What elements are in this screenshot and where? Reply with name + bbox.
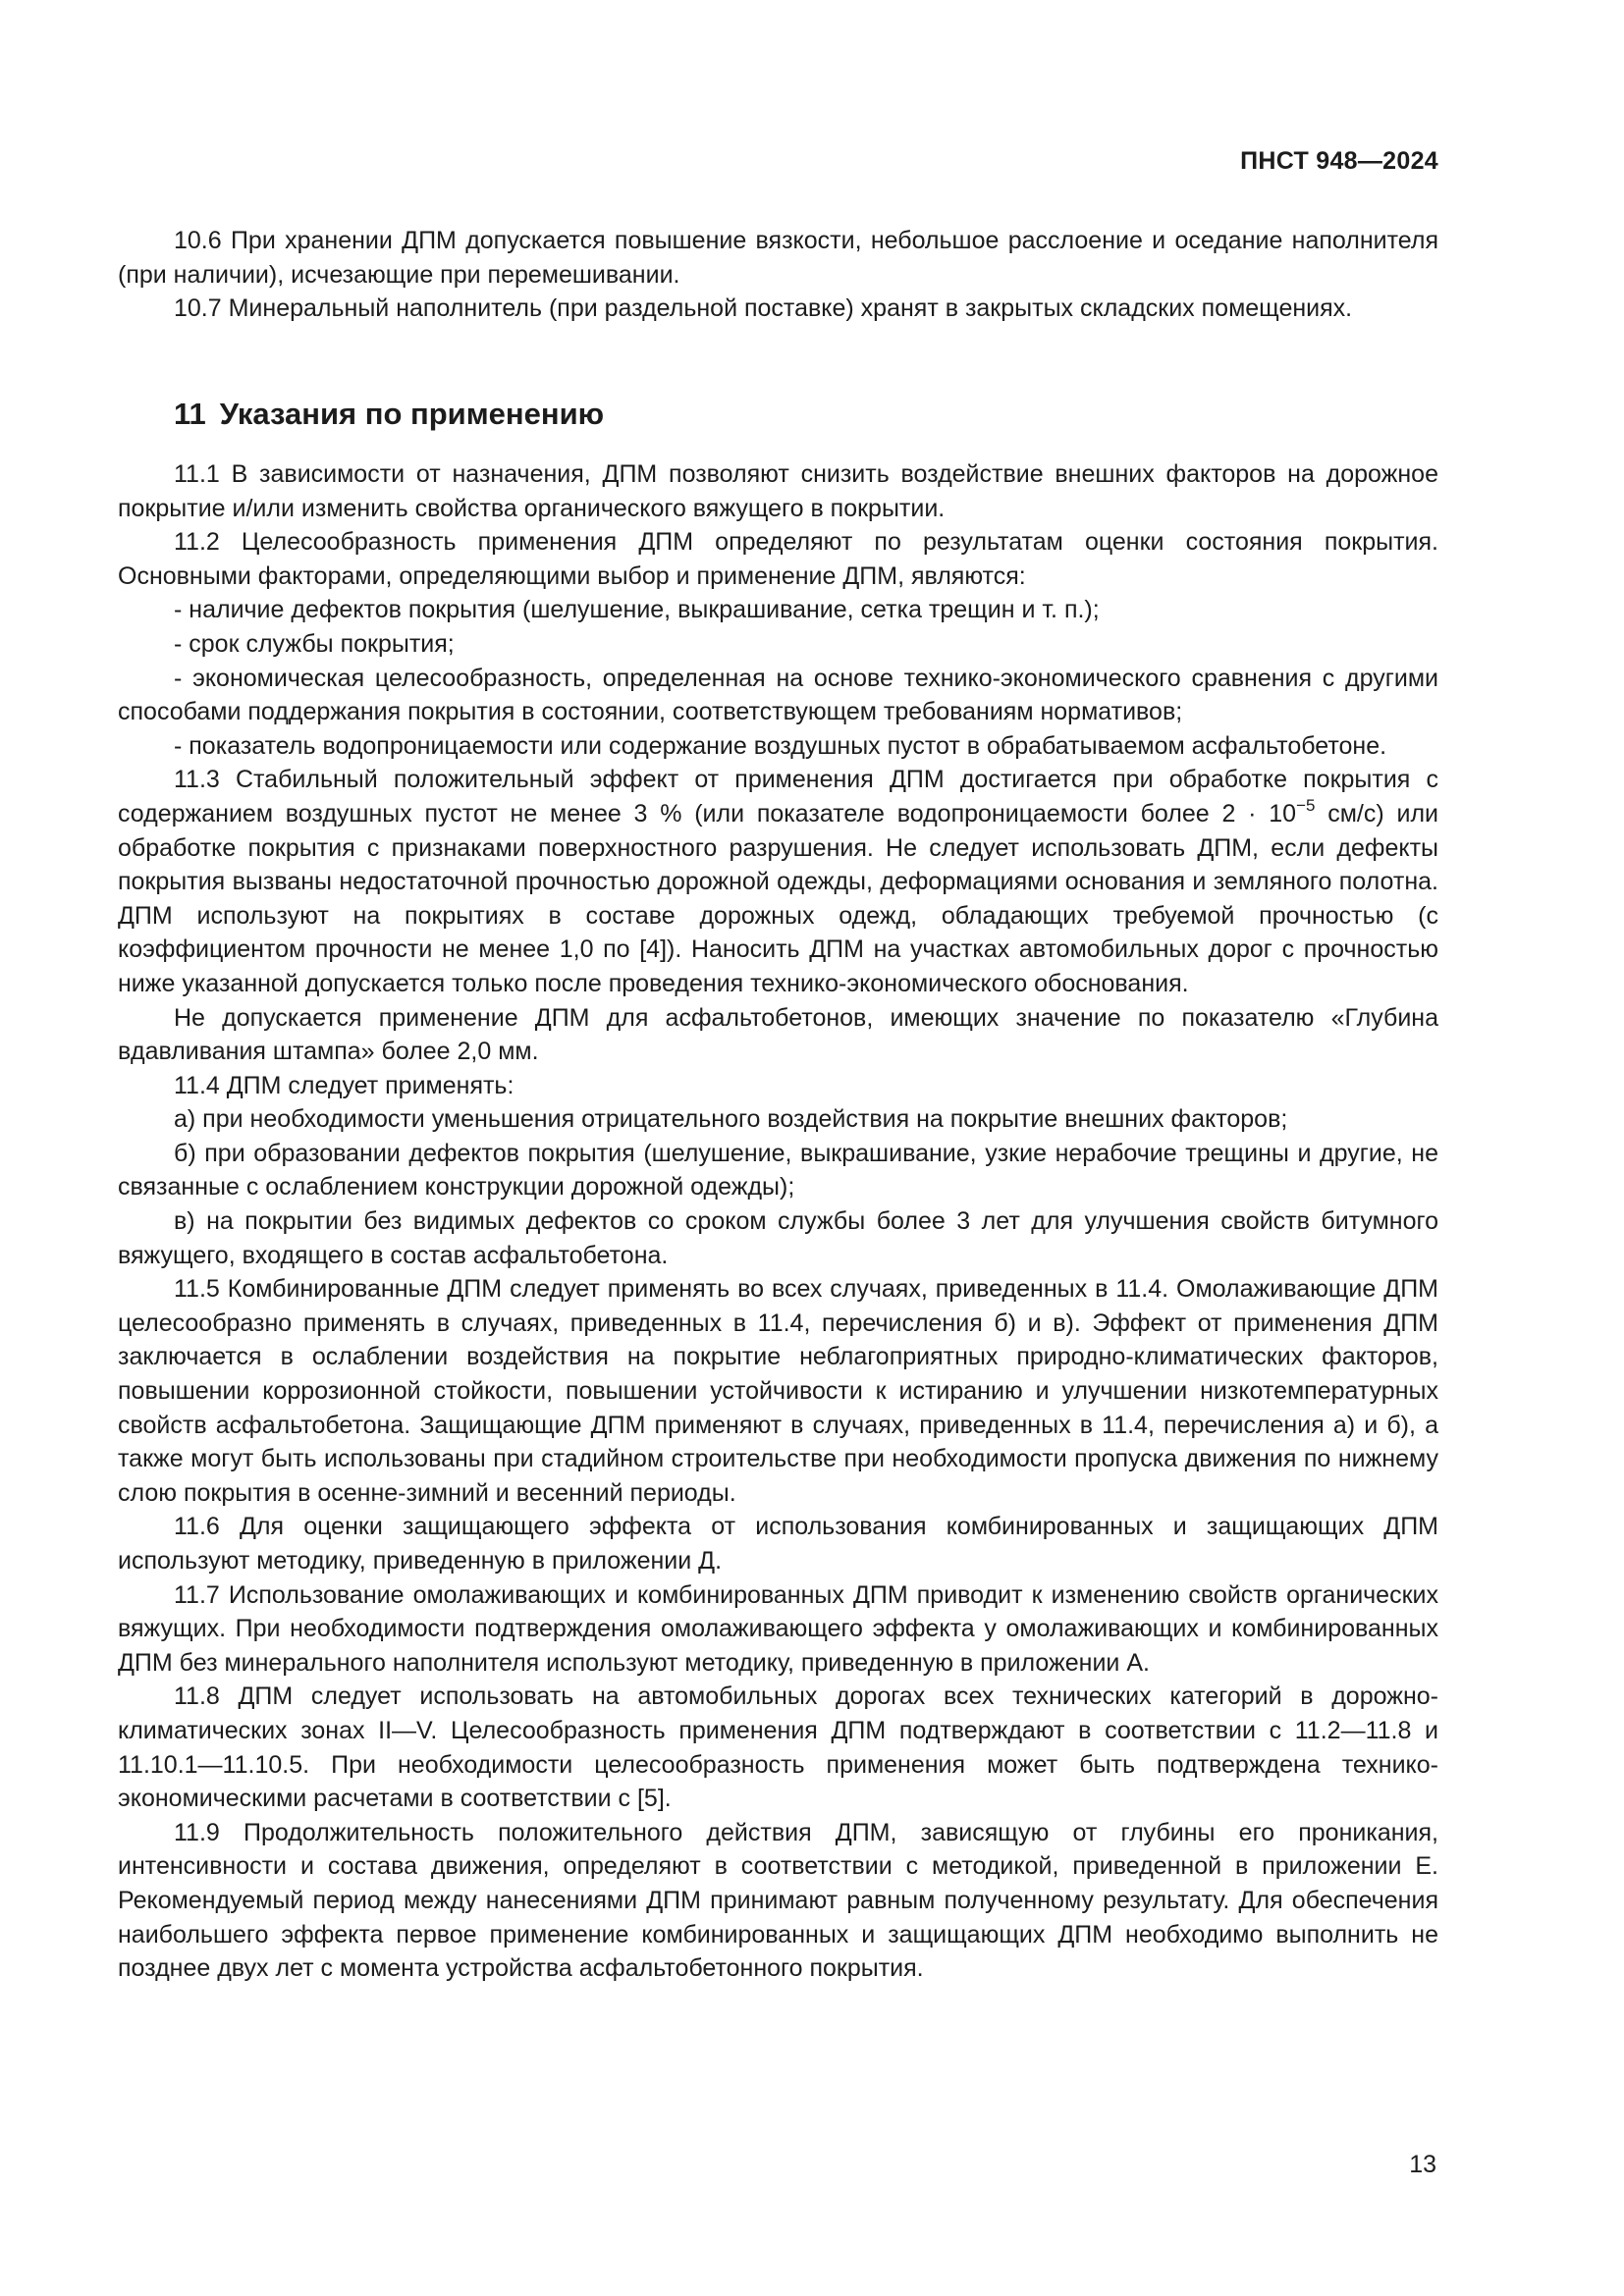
clause-10-7: 10.7 Минеральный наполнитель (при раздельной поставке) хранят в закрытых складских помещениях. (174, 294, 1353, 323)
case-list-item: б) при образовании дефектов покрытия (шелушение, выкрашивание, узкие нерабочие трещины и другие, не связанные с ослаблением конструкции дорожной одежды); (118, 1139, 1438, 1201)
section-heading (174, 397, 604, 432)
clause-11-6: 11.6 Для оценки защищающего эффекта от использования комбинированных и защищающих ДПМ используют методику, приведенную в приложении Д. (118, 1513, 1438, 1575)
factor-list-item: - срок службы покрытия; (174, 629, 455, 658)
restriction-paragraph: Не допускается применение ДПМ для асфальтобетонов, имеющих значение по показателю «Глубина вдавливания штампа» более 2,0 мм. (118, 1003, 1438, 1066)
factor-list-item: - наличие дефектов покрытия (шелушение, выкрашивание, сетка трещин и т. п.); (174, 596, 1100, 624)
clause-11-8: 11.8 ДПМ следует использовать на автомобильных дорогах всех технических категорий в дорожно-климатических зонах II—V. Целесообразность применения ДПМ подтверждают в соответствии с 11.2—11.8 и 11.10.1—11.10.5. При необходимости целесообразность применения может быть подтверждена технико-экономическими расчетами в соответствии с [5]. (118, 1682, 1438, 1813)
section-number: 11 (174, 397, 206, 431)
clause-11-2: 11.2 Целесообразность применения ДПМ определяют по результатам оценки состояния покрытия. Основными факторами, определяющими выбор и применение ДПМ, являются: (118, 528, 1438, 590)
clause-11-3-part2: см/с) или обработке покрытия с признаками поверхностного разрушения. Не следует использовать ДПМ, если дефекты покрытия вызваны недостаточной прочностью дорожной одежды, деформациями основания и земляного полотна. ДПМ используют на покрытиях в составе дорожных одежд, обладающих требуемой прочностью (с коэффициентом прочности не менее 1,0 по [4]). Наносить ДПМ на участках автомобильных дорог с прочностью ниже указанной допускается только после проведения технико-экономического обоснования. (118, 799, 1438, 997)
storage-clauses (118, 224, 1438, 326)
clause-11-3-part1: 11.3 Стабильный положительный эффект от применения ДПМ достигается при обработке покрытия с содержанием воздушных пустот не менее 3 % (или показателе водопроницаемости более 2 · 10 (118, 766, 1438, 828)
factor-list-item: - показатель водопроницаемости или содержание воздушных пустот в обрабатываемом асфальтобетоне. (174, 731, 1387, 760)
clause-11-7: 11.7 Использование омолаживающих и комбинированных ДПМ приводит к изменению свойств органических вяжущих. При необходимости подтверждения омолаживающего эффекта у омолаживающих и комбинированных ДПМ без минерального наполнителя используют методику, приведенную в приложении А. (118, 1580, 1438, 1677)
clause-10-6: 10.6 При хранении ДПМ допускается повышение вязкости, небольшое расслоение и оседание наполнителя (при наличии), исчезающие при перемешивании. (118, 227, 1438, 289)
clause-11-1: 11.1 В зависимости от назначения, ДПМ позволяют снизить воздействие внешних факторов на дорожное покрытие и/или изменить свойства органического вяжущего в покрытии. (118, 460, 1438, 522)
exponent: −5 (1296, 795, 1316, 815)
section-title-text: Указания по применению (219, 397, 605, 431)
document-code: ПНСТ 948—2024 (1240, 147, 1438, 175)
factor-list-item: - экономическая целесообразность, определенная на основе технико-экономического сравнения с другими способами поддержания покрытия в состоянии, соответствующем требованиям нормативов; (118, 664, 1438, 726)
clause-11-4: 11.4 ДПМ следует применять: (174, 1071, 514, 1099)
clause-11-9: 11.9 Продолжительность положительного действия ДПМ, зависящую от глубины его проникания, интенсивности и состава движения, определяют в соответствии с методикой, приведенной в приложении Е. Рекомендуемый период между нанесениями ДПМ принимают равным полученному результату. Для обеспечения наибольшего эффекта первое применение комбинированных и защищающих ДПМ необходимо выполнить не позднее двух лет с момента устройства асфальтобетонного покрытия. (118, 1818, 1438, 1983)
case-list-item: а) при необходимости уменьшения отрицательного воздействия на покрытие внешних факторов; (174, 1105, 1288, 1134)
clause-11-3 (118, 763, 1438, 1000)
section-body (118, 457, 1438, 1986)
clause-11-5: 11.5 Комбинированные ДПМ следует применять во всех случаях, приведенных в 11.4. Омолаживающие ДПМ целесообразно применять в случаях, приведенных в 11.4, перечисления б) и в). Эффект от применения ДПМ заключается в ослаблении воздействия на покрытие неблагоприятных природно-климатических факторов, повышении коррозионной стойкости, повышении устойчивости к истиранию и улучшении низкотемпературных свойств асфальтобетона. Защищающие ДПМ применяют в случаях, приведенных в 11.4, перечисления а) и б), а также могут быть использованы при стадийном строительстве при необходимости пропуска движения по нижнему слою покрытия в осенне-зимний и весенний периоды. (118, 1275, 1438, 1507)
case-list-item: в) на покрытии без видимых дефектов со сроком службы более 3 лет для улучшения свойств битумного вяжущего, входящего в состав асфальтобетона. (118, 1207, 1438, 1269)
page-number: 13 (1409, 2151, 1436, 2178)
